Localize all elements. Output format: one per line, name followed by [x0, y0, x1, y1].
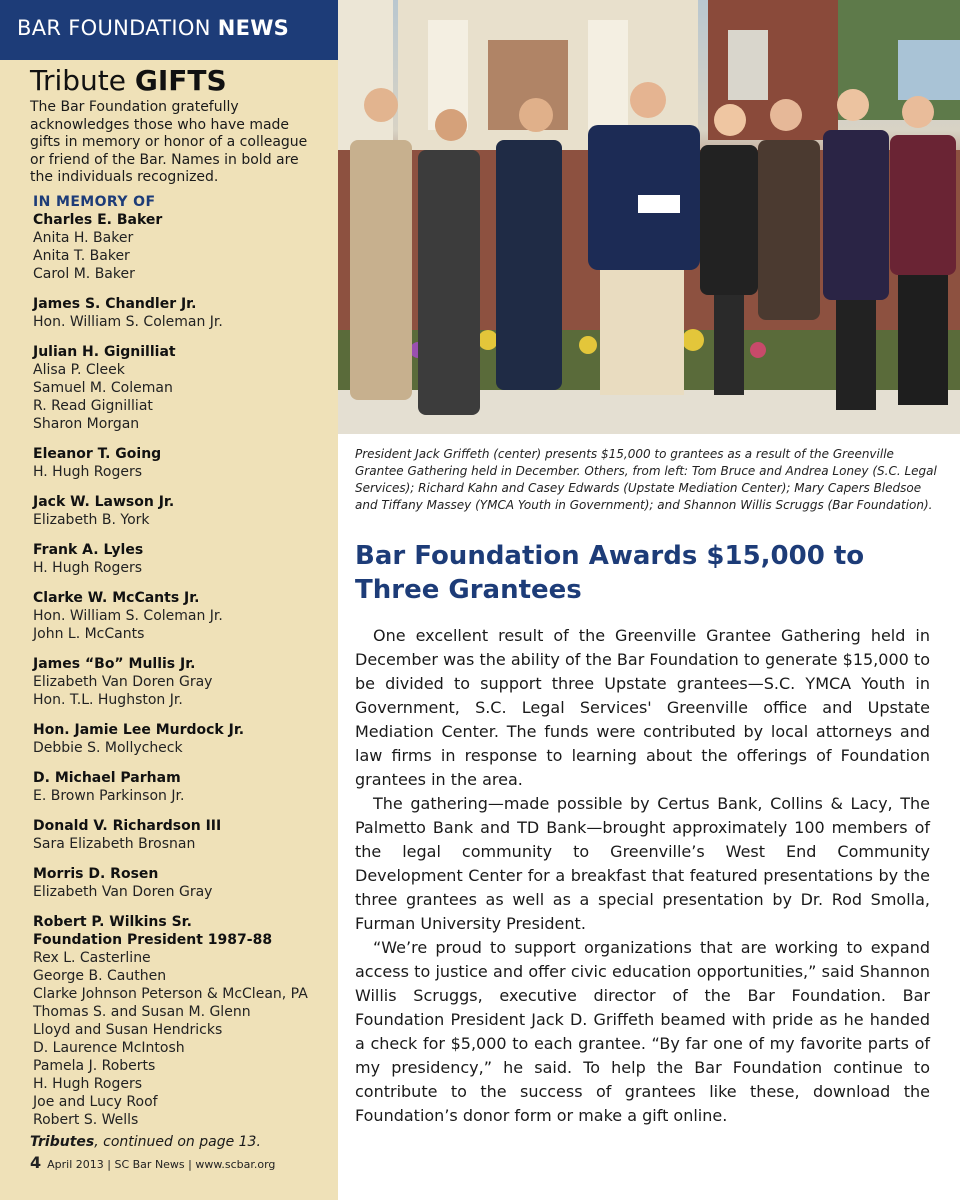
donor-name: Alisa P. Cleek	[33, 362, 125, 378]
tribute-group	[33, 589, 333, 643]
donor-name: Hon. William S. Coleman Jr.	[33, 608, 223, 624]
donor-name: Sharon Morgan	[33, 416, 140, 432]
group-photo	[338, 0, 960, 434]
tribute-group	[33, 721, 333, 757]
tribute-groups	[33, 211, 333, 1129]
continued-rest: , continued on page 13.	[94, 1134, 261, 1150]
donor-name: E. Brown Parkinson Jr.	[33, 788, 185, 804]
tribute-group	[33, 769, 333, 805]
tribute-group	[33, 295, 333, 331]
honoree-name: Robert P. Wilkins Sr.	[33, 914, 192, 930]
article-paragraph: One excellent result of the Greenville Grantee Gathering held in December was the ability of the Bar Foundation to generate $15,000 to be divided to support three Upstate grantees—S.C. YMCA Youth in Government, S.C. Legal Services' Greenville office and Upstate Mediation Center. The funds were contributed by local attorneys and law firms in response to learning about the offerings of Foundation grantees in the area.	[355, 626, 930, 789]
photo-caption: President Jack Griffeth (center) presents $15,000 to grantees as a result of the Greenville Grantee Gathering held in December. Others, from left: Tom Bruce and Andrea Loney (S.C. Legal Services); Richard Kahn and Casey Edwards (Upstate Mediation Center); Mary Capers Bledsoe and Tiffany Massey (YMCA Youth in Government); and Shannon Willis Scruggs (Bar Foundation).	[355, 447, 937, 512]
honoree-name: Hon. Jamie Lee Murdock Jr.	[33, 722, 245, 738]
article-paragraph: The gathering—made possible by Certus Bank, Collins & Lacy, The Palmetto Bank and TD Bank—brought approximately 100 members of the legal community to Greenville’s West End Community Development Center for a breakfast that featured presentations by the three grantees as well as a special presentation by Dr. Rod Smolla, Furman University President.	[355, 794, 930, 933]
donor-name: Hon. William S. Coleman Jr.	[33, 314, 223, 330]
article-headline: Bar Foundation Awards $15,000 to Three Grantees	[355, 541, 865, 605]
honoree-name: Donald V. Richardson III	[33, 818, 222, 834]
honoree-name: Eleanor T. Going	[33, 446, 162, 462]
donor-name: D. Laurence McIntosh	[33, 1040, 185, 1056]
honoree-name: Julian H. Gignilliat	[33, 344, 176, 360]
donor-name: Anita T. Baker	[33, 248, 130, 264]
tribute-group	[33, 445, 333, 481]
donor-name: Robert S. Wells	[33, 1112, 139, 1128]
honoree-name: Frank A. Lyles	[33, 542, 144, 558]
donor-name: H. Hugh Rogers	[33, 464, 143, 480]
tribute-group	[33, 343, 333, 433]
donor-name: Anita H. Baker	[33, 230, 134, 246]
honoree-name: Jack W. Lawson Jr.	[33, 494, 175, 510]
honoree-name: James “Bo” Mullis Jr.	[33, 656, 196, 672]
masthead-light: BAR FOUNDATION	[17, 16, 218, 40]
donor-name: Rex L. Casterline	[33, 950, 151, 966]
tribute-list	[33, 193, 333, 1141]
page-number: 4	[30, 1153, 42, 1172]
article-body	[355, 624, 930, 1128]
donor-name: Joe and Lucy Roof	[33, 1094, 158, 1110]
donor-name: Elizabeth Van Doren Gray	[33, 884, 213, 900]
donor-name: Pamela J. Roberts	[33, 1058, 156, 1074]
donor-name: Debbie S. Mollycheck	[33, 740, 183, 756]
honoree-name: Charles E. Baker	[33, 212, 163, 228]
masthead-banner	[0, 0, 338, 60]
donor-name: Lloyd and Susan Hendricks	[33, 1022, 223, 1038]
tribute-title-bold: GIFTS	[134, 64, 227, 97]
tribute-title	[30, 64, 227, 97]
donor-name: Sara Elizabeth Brosnan	[33, 836, 196, 852]
donor-name: Elizabeth B. York	[33, 512, 150, 528]
tribute-group	[33, 865, 333, 901]
continued-note	[30, 1134, 261, 1150]
donor-name: H. Hugh Rogers	[33, 1076, 143, 1092]
tribute-intro: The Bar Foundation gratefully acknowledges those who have made gifts in memory or honor of a colleague or friend of the Bar. Names in bold are the individuals recognized.	[30, 99, 308, 185]
donor-name: Elizabeth Van Doren Gray	[33, 674, 213, 690]
donor-name: John L. McCants	[33, 626, 145, 642]
tribute-group	[33, 493, 333, 529]
photo-illustration	[338, 0, 960, 434]
honoree-name: D. Michael Parham	[33, 770, 181, 786]
masthead-bold: NEWS	[217, 16, 290, 40]
article-paragraph: “We’re proud to support organizations that are working to expand access to justice and offer civic education opportunities,” said Shannon Willis Scruggs, executive director of the Bar Foundation. Bar Foundation President Jack D. Griffeth beamed with pride as he handed a check for $5,000 to each grantee. “By far one of my favorite parts of my presidency,” he said. To help the Bar Foundation continue to contribute to the success of grantees like these, download the Foundation’s donor form or make a gift online.	[355, 938, 930, 1125]
tribute-title-light: Tribute	[30, 64, 135, 97]
donor-name: Samuel M. Coleman	[33, 380, 173, 396]
section-heading: IN MEMORY OF	[33, 194, 156, 210]
donor-name: George B. Cauthen	[33, 968, 167, 984]
donor-name: Clarke Johnson Peterson & McClean, PA	[33, 986, 308, 1002]
honoree-title: Foundation President 1987-88	[33, 932, 273, 948]
tribute-group	[33, 655, 333, 709]
page-footer	[30, 1153, 275, 1172]
continued-bold: Tributes	[30, 1134, 95, 1150]
footer-text: April 2013 | SC Bar News | www.scbar.org	[47, 1158, 276, 1171]
donor-name: Hon. T.L. Hughston Jr.	[33, 692, 183, 708]
tribute-group	[33, 913, 333, 1129]
honoree-name: Clarke W. McCants Jr.	[33, 590, 200, 606]
tribute-group	[33, 541, 333, 577]
tribute-sidebar	[0, 0, 338, 1200]
honoree-name: Morris D. Rosen	[33, 866, 159, 882]
donor-name: Thomas S. and Susan M. Glenn	[33, 1004, 251, 1020]
honoree-name: James S. Chandler Jr.	[33, 296, 197, 312]
tribute-group	[33, 211, 333, 283]
donor-name: H. Hugh Rogers	[33, 560, 143, 576]
donor-name: Carol M. Baker	[33, 266, 135, 282]
donor-name: R. Read Gignilliat	[33, 398, 153, 414]
tribute-group	[33, 817, 333, 853]
